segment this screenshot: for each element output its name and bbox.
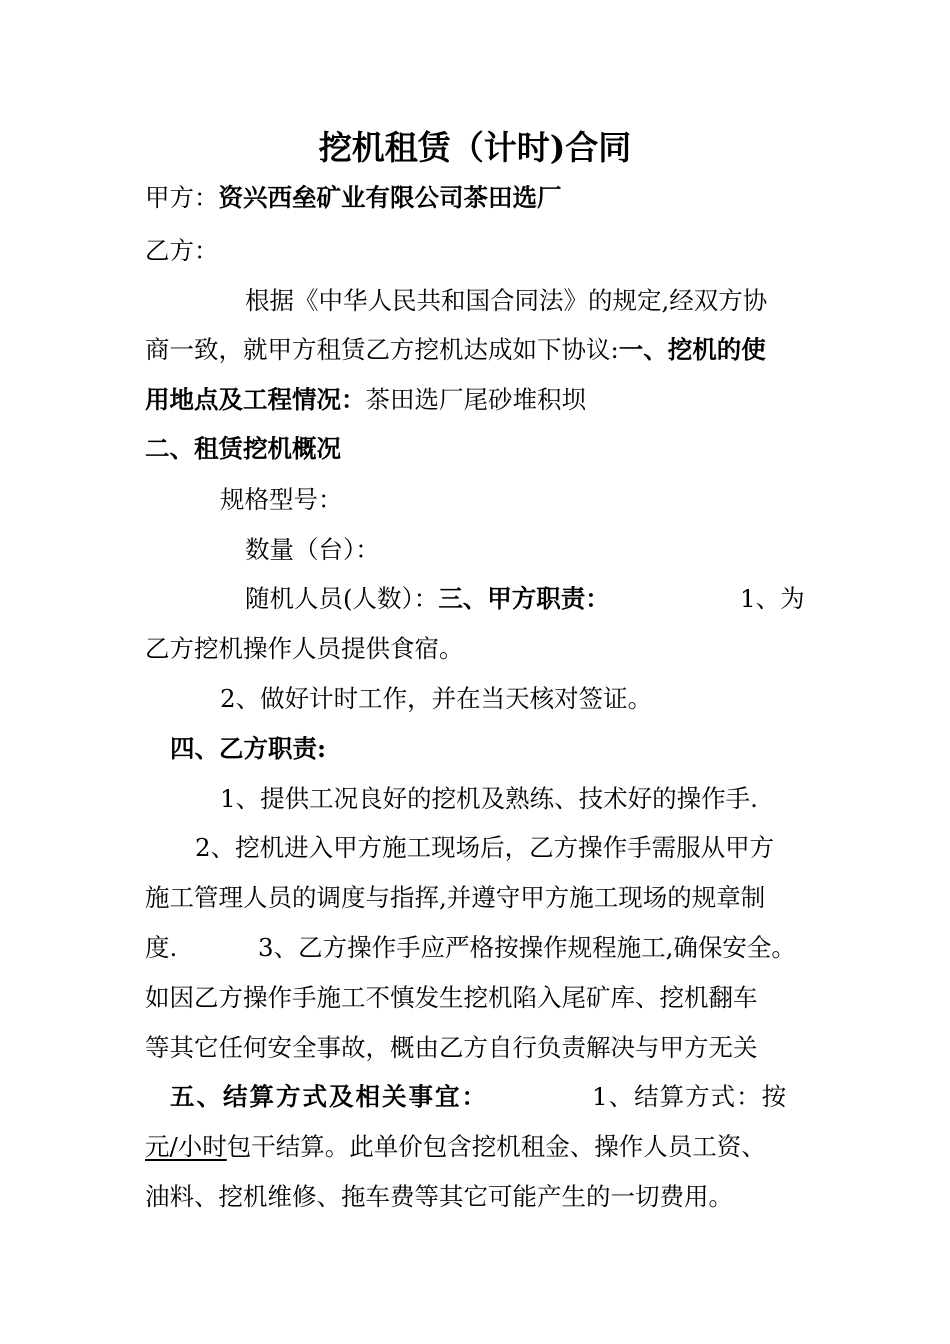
section-4-item-2-line-2: 施工管理人员的调度与指挥,并遵守甲方施工现场的规章制	[145, 883, 766, 912]
intro-line-1: 根据《中华人民共和国合同法》的规定,经双方协	[245, 286, 768, 315]
section-1-content: 茶田选厂尾砂堆积坝	[365, 385, 586, 414]
section-4-item-1: 1、提供工况良好的挖机及熟练、技术好的操作手.	[220, 784, 758, 813]
staff-line	[245, 582, 610, 616]
section-5-item-1-text: 包干结算。此单价包含挖机租金、操作人员工资、	[226, 1132, 766, 1161]
document-title: 挖机租赁（计时)合同	[318, 128, 632, 167]
spec-label: 规格型号：	[220, 485, 343, 514]
section-4-item-3-line-2: 如因乙方操作手施工不慎发生挖机陷入尾矿库、挖机翻车	[145, 983, 758, 1012]
section-5-item-1-start: 1、结算方式：按	[592, 1082, 788, 1111]
party-a-line	[145, 181, 562, 215]
staff-label: 随机人员(人数）：	[245, 584, 439, 613]
party-b-label: 乙方：	[145, 236, 219, 265]
section-3-item-2: 2、做好计时工作，并在当天核对签证。	[220, 684, 653, 713]
intro-text: 商一致，就甲方租赁乙方挖机达成如下协议:	[145, 335, 619, 364]
section-1-heading-part2: 用地点及工程情况：	[145, 385, 366, 414]
section-4-item-2-line-1: 2、挖机进入甲方施工现场后，乙方操作手需服从甲方	[195, 833, 775, 862]
intro-line-2	[145, 333, 766, 367]
party-a-name: 资兴西垒矿业有限公司茶田选厂	[218, 183, 562, 212]
party-a-label: 甲方：	[145, 183, 219, 212]
section-1-heading-part1: 一、挖机的使	[618, 335, 766, 364]
section-5-item-1-line-2	[145, 1130, 766, 1164]
section-3-heading: 三、甲方职责：	[438, 584, 610, 613]
section-5-heading: 五、结算方式及相关事宜：	[170, 1082, 488, 1111]
section-5-item-1-line-3: 油料、挖机维修、拖车费等其它可能产生的一切费用。	[145, 1182, 733, 1211]
section-4-item-3-line-3: 等其它任何安全事故，概由乙方自行负责解决与甲方无关	[145, 1033, 758, 1062]
section-3-item-1-cont: 乙方挖机操作人员提供食宿。	[145, 634, 464, 663]
party-b-line	[145, 234, 219, 268]
section-4-heading: 四、乙方职责:	[170, 734, 327, 763]
qty-label: 数量（台）：	[245, 535, 380, 564]
section-3-item-1-start: 1、为	[740, 584, 805, 613]
unit-price-blank: 元/小时	[145, 1132, 227, 1161]
section-4-item-3-line-1: 3、乙方操作手应严格按操作规程施工,确保安全。	[258, 933, 796, 962]
section-2-heading: 二、租赁挖机概况	[145, 434, 341, 463]
section-4-item-2-line-3: 度.	[145, 933, 178, 962]
section-1-line	[145, 383, 586, 417]
